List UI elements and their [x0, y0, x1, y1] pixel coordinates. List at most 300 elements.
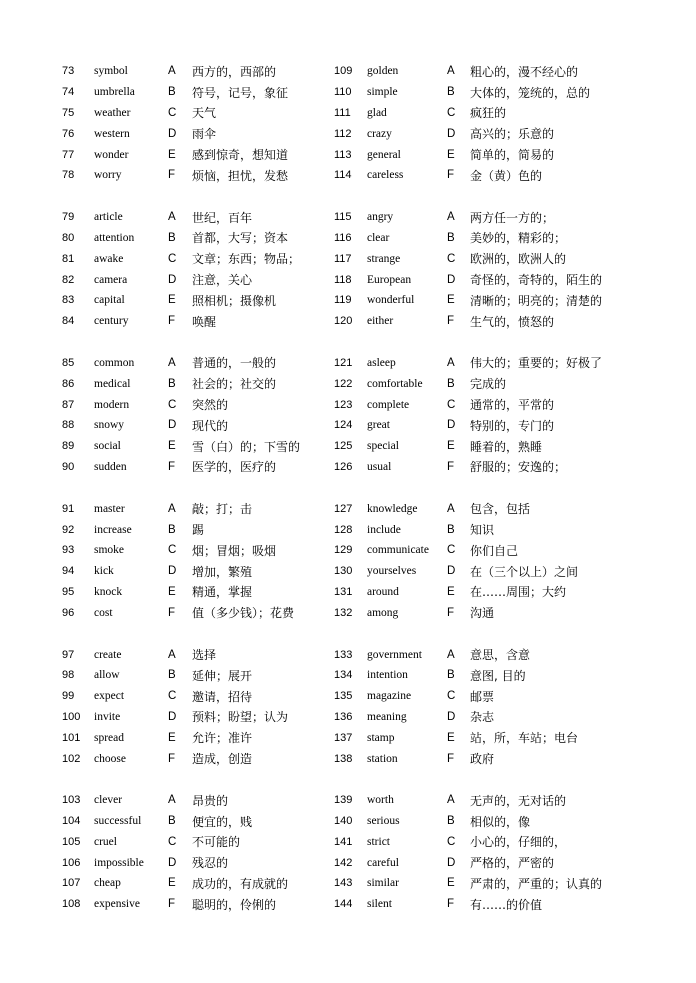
vocab-row: [62, 686, 342, 707]
option-letter: A: [168, 794, 176, 807]
item-number: 82: [62, 273, 75, 286]
chinese-definition: 两方任一方的；: [470, 210, 555, 225]
item-number: 83: [62, 294, 75, 307]
item-number: 93: [62, 544, 75, 557]
vocab-row: [62, 144, 342, 165]
vocab-row: [334, 707, 634, 728]
vocab-row: [62, 123, 342, 144]
chinese-definition: 雪（白）的；下雪的: [192, 439, 301, 454]
english-word: expensive: [94, 898, 140, 911]
item-number: 140: [334, 815, 353, 828]
english-word: complete: [367, 398, 410, 411]
item-number: 132: [334, 606, 353, 619]
english-word: capital: [94, 294, 125, 307]
chinese-definition: 简单的，简易的: [470, 148, 555, 163]
option-letter: D: [447, 856, 456, 869]
option-letter: D: [447, 127, 456, 140]
option-letter: D: [447, 273, 456, 286]
option-letter: F: [447, 460, 455, 473]
chinese-definition: 舒服的；安逸的；: [470, 460, 567, 475]
option-letter: E: [168, 294, 176, 307]
vocab-row: [334, 311, 634, 332]
chinese-definition: 欧洲的，欧洲人的: [470, 252, 567, 267]
english-word: golden: [367, 65, 399, 78]
item-number: 105: [62, 835, 81, 848]
chinese-definition: 通常的，平常的: [470, 398, 555, 413]
option-letter: E: [447, 731, 455, 744]
item-number: 92: [62, 523, 75, 536]
vocab-row: [62, 498, 342, 519]
vocab-row: [334, 207, 634, 228]
item-number: 98: [62, 669, 75, 682]
item-number: 108: [62, 898, 81, 911]
vocab-row: [62, 894, 342, 915]
english-word: western: [94, 127, 130, 140]
chinese-definition: 粗心的，漫不经心的: [470, 64, 579, 79]
option-letter: C: [168, 835, 177, 848]
chinese-definition: 金（黄）色的: [470, 168, 543, 183]
chinese-definition: 敲；打；击: [192, 502, 253, 517]
vocab-row: [62, 248, 342, 269]
vocab-row: [62, 228, 342, 249]
vocab-row: [62, 61, 342, 82]
vocab-row: [334, 727, 634, 748]
option-letter: A: [168, 648, 176, 661]
item-number: 128: [334, 523, 353, 536]
word-group: [334, 498, 634, 623]
vocab-row: [62, 832, 342, 853]
vocab-row: [62, 457, 342, 478]
item-number: 77: [62, 148, 75, 161]
chinese-definition: 普通的，一般的: [192, 356, 277, 371]
vocab-row: [62, 415, 342, 436]
item-number: 141: [334, 835, 353, 848]
item-number: 88: [62, 419, 75, 432]
option-letter: F: [447, 898, 455, 911]
item-number: 137: [334, 731, 353, 744]
vocab-row: [334, 415, 634, 436]
vocab-row: [62, 82, 342, 103]
vocab-row: [62, 873, 342, 894]
chinese-definition: 站，所，车站；电台: [470, 731, 579, 746]
english-word: century: [94, 315, 129, 328]
item-number: 116: [334, 231, 352, 244]
item-number: 139: [334, 794, 353, 807]
option-letter: B: [168, 523, 176, 536]
item-number: 114: [334, 169, 352, 182]
english-word: medical: [94, 377, 131, 390]
english-word: cheap: [94, 877, 121, 890]
english-word: attention: [94, 231, 135, 244]
english-word: knock: [94, 585, 123, 598]
vocab-row: [334, 123, 634, 144]
vocab-row: [334, 790, 634, 811]
option-letter: B: [447, 669, 455, 682]
vocab-row: [62, 373, 342, 394]
vocab-row: [334, 748, 634, 769]
option-letter: D: [168, 856, 177, 869]
english-word: among: [367, 606, 399, 619]
english-word: simple: [367, 86, 398, 99]
item-number: 86: [62, 377, 75, 390]
item-number: 133: [334, 648, 353, 661]
option-letter: C: [447, 690, 456, 703]
english-word: magazine: [367, 690, 412, 703]
english-word: strange: [367, 252, 401, 265]
english-word: meaning: [367, 710, 407, 723]
chinese-definition: 唤醒: [192, 314, 217, 329]
english-word: European: [367, 273, 412, 286]
vocab-row: [62, 748, 342, 769]
chinese-definition: 政府: [470, 752, 495, 766]
item-number: 125: [334, 440, 353, 453]
chinese-definition: 大体的，笼统的，总的: [470, 85, 591, 100]
vocab-row: [62, 165, 342, 186]
english-word: awake: [94, 252, 124, 265]
chinese-definition: 严格的，严密的: [470, 856, 555, 871]
option-letter: C: [447, 835, 456, 848]
option-letter: E: [168, 731, 176, 744]
english-word: angry: [367, 211, 394, 224]
option-letter: B: [447, 815, 455, 828]
english-word: sudden: [94, 460, 127, 473]
vocab-row: [62, 436, 342, 457]
vocab-row: [334, 644, 634, 665]
item-number: 124: [334, 419, 353, 432]
option-letter: B: [168, 86, 176, 99]
vocab-row: [334, 228, 634, 249]
chinese-definition: 预料；盼望；认为: [192, 710, 289, 725]
english-word: great: [367, 419, 390, 432]
english-word: umbrella: [94, 86, 135, 99]
english-word: clever: [94, 794, 123, 807]
vocab-row: [334, 894, 634, 915]
chinese-definition: 有……的价值: [470, 897, 543, 912]
english-word: choose: [94, 752, 126, 765]
chinese-definition: 世纪，百年: [192, 210, 253, 225]
vocab-row: [334, 457, 634, 478]
item-number: 121: [334, 356, 353, 369]
english-word: comfortable: [367, 377, 423, 390]
vocab-row: [62, 602, 342, 623]
option-letter: B: [447, 523, 455, 536]
item-number: 106: [62, 856, 81, 869]
item-number: 119: [334, 294, 352, 307]
vocab-row: [334, 436, 634, 457]
chinese-definition: 文章；东西；物品；: [192, 252, 301, 267]
vocab-row: [62, 811, 342, 832]
option-letter: C: [168, 544, 177, 557]
option-letter: F: [168, 315, 176, 328]
vocab-row: [334, 811, 634, 832]
english-word: camera: [94, 273, 128, 286]
item-number: 112: [334, 127, 352, 140]
item-number: 135: [334, 690, 353, 703]
vocab-row: [62, 665, 342, 686]
vocab-row: [334, 373, 634, 394]
chinese-definition: 便宜的，贱: [192, 814, 253, 829]
option-letter: D: [168, 127, 177, 140]
chinese-definition: 完成的: [470, 377, 507, 392]
option-letter: A: [447, 794, 455, 807]
chinese-definition: 现代的: [192, 418, 229, 433]
item-number: 113: [334, 148, 352, 161]
vocab-row: [334, 852, 634, 873]
option-letter: A: [447, 648, 455, 661]
option-letter: D: [168, 565, 177, 578]
chinese-definition: 医学的，医疗的: [192, 460, 277, 475]
english-word: government: [367, 648, 422, 661]
item-number: 143: [334, 877, 353, 890]
option-letter: A: [168, 502, 176, 515]
chinese-definition: 包含，包括: [470, 502, 531, 517]
chinese-definition: 在……周围；大约: [470, 585, 567, 600]
chinese-definition: 奇怪的，奇特的，陌生的: [470, 273, 603, 288]
chinese-definition: 残忍的: [192, 856, 229, 871]
chinese-definition: 增加，繁殖: [192, 564, 253, 579]
option-letter: E: [447, 585, 455, 598]
english-word: expect: [94, 690, 125, 703]
item-number: 138: [334, 752, 353, 765]
option-letter: F: [447, 315, 455, 328]
english-word: create: [94, 648, 122, 661]
english-word: modern: [94, 398, 130, 411]
option-letter: F: [168, 752, 176, 765]
english-word: intention: [367, 669, 408, 682]
item-number: 90: [62, 460, 75, 473]
english-word: cost: [94, 606, 113, 619]
option-letter: D: [168, 419, 177, 432]
item-number: 97: [62, 648, 75, 661]
english-word: yourselves: [367, 565, 417, 578]
item-number: 100: [62, 710, 81, 723]
chinese-definition: 疯狂的: [470, 106, 507, 121]
vocab-row: [334, 873, 634, 894]
chinese-definition: 小心的，仔细的，: [470, 835, 567, 850]
vocab-row: [62, 269, 342, 290]
item-number: 142: [334, 856, 353, 869]
chinese-definition: 造成，创造: [192, 752, 253, 766]
item-number: 118: [334, 273, 352, 286]
vocab-row: [62, 519, 342, 540]
item-number: 84: [62, 315, 75, 328]
vocab-row: [62, 727, 342, 748]
english-word: careless: [367, 169, 404, 182]
vocab-row: [62, 852, 342, 873]
english-word: similar: [367, 877, 399, 890]
option-letter: F: [447, 752, 455, 765]
vocab-row: [334, 290, 634, 311]
chinese-definition: 雨伞: [192, 127, 217, 142]
right-column: [334, 61, 634, 936]
item-number: 117: [334, 252, 352, 265]
english-word: crazy: [367, 127, 392, 140]
chinese-definition: 意思，含意: [470, 648, 531, 663]
vocab-row: [334, 103, 634, 124]
word-group: [334, 207, 634, 332]
word-group: [334, 353, 634, 478]
item-number: 96: [62, 606, 75, 619]
english-word: wonder: [94, 148, 129, 161]
english-word: successful: [94, 815, 142, 828]
option-letter: F: [447, 606, 455, 619]
word-group: [62, 207, 342, 332]
vocab-row: [334, 561, 634, 582]
vocab-row: [62, 103, 342, 124]
chinese-definition: 无声的，无对话的: [470, 793, 567, 808]
word-group: [334, 61, 634, 186]
chinese-definition: 聪明的，伶俐的: [192, 897, 277, 912]
vocab-row: [334, 540, 634, 561]
chinese-definition: 意图, 目的: [470, 668, 526, 683]
english-word: smoke: [94, 544, 125, 557]
option-letter: C: [168, 690, 177, 703]
option-letter: F: [447, 169, 455, 182]
english-word: impossible: [94, 856, 144, 869]
chinese-definition: 社会的；社交的: [192, 377, 277, 392]
left-column: [62, 61, 342, 936]
chinese-definition: 邮票: [470, 689, 495, 704]
chinese-definition: 突然的: [192, 398, 229, 413]
vocab-row: [62, 561, 342, 582]
english-word: include: [367, 523, 401, 536]
vocab-row: [62, 707, 342, 728]
option-letter: A: [447, 356, 455, 369]
chinese-definition: 踢: [192, 523, 205, 538]
chinese-definition: 烦恼，担忧，发愁: [192, 168, 289, 183]
english-word: usual: [367, 460, 392, 473]
word-group: [62, 498, 342, 623]
option-letter: D: [168, 273, 177, 286]
vocab-row: [334, 269, 634, 290]
word-group: [62, 61, 342, 186]
item-number: 78: [62, 169, 75, 182]
vocab-row: [334, 144, 634, 165]
vocab-row: [62, 353, 342, 374]
english-word: kick: [94, 565, 114, 578]
option-letter: C: [447, 106, 456, 119]
chinese-definition: 西方的，西部的: [192, 64, 277, 79]
option-letter: F: [168, 606, 176, 619]
vocab-row: [334, 61, 634, 82]
english-word: master: [94, 502, 125, 515]
chinese-definition: 照相机；摄像机: [192, 293, 277, 308]
chinese-definition: 成功的，有成就的: [192, 876, 289, 891]
english-word: general: [367, 148, 401, 161]
option-letter: A: [168, 211, 176, 224]
word-group: [62, 353, 342, 478]
option-letter: B: [168, 815, 176, 828]
item-number: 122: [334, 377, 353, 390]
item-number: 94: [62, 565, 75, 578]
item-number: 129: [334, 544, 353, 557]
english-word: spread: [94, 731, 125, 744]
option-letter: F: [168, 898, 176, 911]
option-letter: E: [447, 148, 455, 161]
vocab-row: [62, 311, 342, 332]
item-number: 111: [334, 106, 351, 119]
item-number: 89: [62, 440, 75, 453]
chinese-definition: 生气的，愤怒的: [470, 314, 555, 329]
english-word: special: [367, 440, 399, 453]
chinese-definition: 清晰的；明亮的；清楚的: [470, 293, 603, 308]
vocab-row: [334, 248, 634, 269]
item-number: 136: [334, 710, 353, 723]
chinese-definition: 沟通: [470, 606, 495, 621]
option-letter: B: [447, 86, 455, 99]
item-number: 87: [62, 398, 75, 411]
vocab-row: [334, 82, 634, 103]
english-word: knowledge: [367, 502, 418, 515]
english-word: worry: [94, 169, 122, 182]
item-number: 95: [62, 585, 75, 598]
option-letter: E: [168, 440, 176, 453]
item-number: 91: [62, 502, 75, 515]
english-word: glad: [367, 106, 387, 119]
english-word: allow: [94, 669, 120, 682]
vocab-row: [62, 207, 342, 228]
english-word: either: [367, 315, 394, 328]
english-word: cruel: [94, 835, 117, 848]
chinese-definition: 严肃的，严重的；认真的: [470, 876, 603, 891]
option-letter: D: [447, 710, 456, 723]
option-letter: E: [168, 148, 176, 161]
option-letter: E: [447, 440, 455, 453]
item-number: 85: [62, 356, 75, 369]
item-number: 130: [334, 565, 353, 578]
option-letter: B: [168, 231, 176, 244]
chinese-definition: 在（三个以上）之间: [470, 564, 579, 579]
vocab-row: [62, 394, 342, 415]
chinese-definition: 特别的，专门的: [470, 418, 555, 433]
option-letter: D: [447, 565, 456, 578]
english-word: weather: [94, 106, 131, 119]
chinese-definition: 相似的，像: [470, 814, 531, 829]
option-letter: A: [168, 356, 176, 369]
option-letter: A: [447, 65, 455, 78]
item-number: 102: [62, 752, 81, 765]
vocab-row: [62, 290, 342, 311]
chinese-definition: 不可能的: [192, 835, 241, 850]
item-number: 99: [62, 690, 75, 703]
option-letter: B: [447, 231, 455, 244]
item-number: 107: [62, 877, 81, 890]
item-number: 126: [334, 460, 353, 473]
chinese-definition: 值（多少钱）；花费: [192, 606, 295, 621]
vocab-row: [334, 832, 634, 853]
word-group: [62, 790, 342, 915]
option-letter: B: [447, 377, 455, 390]
english-word: worth: [367, 794, 394, 807]
english-word: invite: [94, 710, 121, 723]
item-number: 104: [62, 815, 81, 828]
option-letter: F: [168, 460, 176, 473]
item-number: 101: [62, 731, 81, 744]
option-letter: E: [168, 877, 176, 890]
item-number: 120: [334, 315, 353, 328]
english-word: asleep: [367, 356, 396, 369]
option-letter: C: [447, 252, 456, 265]
item-number: 76: [62, 127, 75, 140]
item-number: 131: [334, 585, 353, 598]
chinese-definition: 邀请，招待: [192, 689, 253, 704]
item-number: 81: [62, 252, 75, 265]
item-number: 75: [62, 106, 75, 119]
vocab-row: [334, 686, 634, 707]
chinese-definition: 精通，掌握: [192, 585, 253, 600]
option-letter: C: [447, 544, 456, 557]
option-letter: C: [447, 398, 456, 411]
